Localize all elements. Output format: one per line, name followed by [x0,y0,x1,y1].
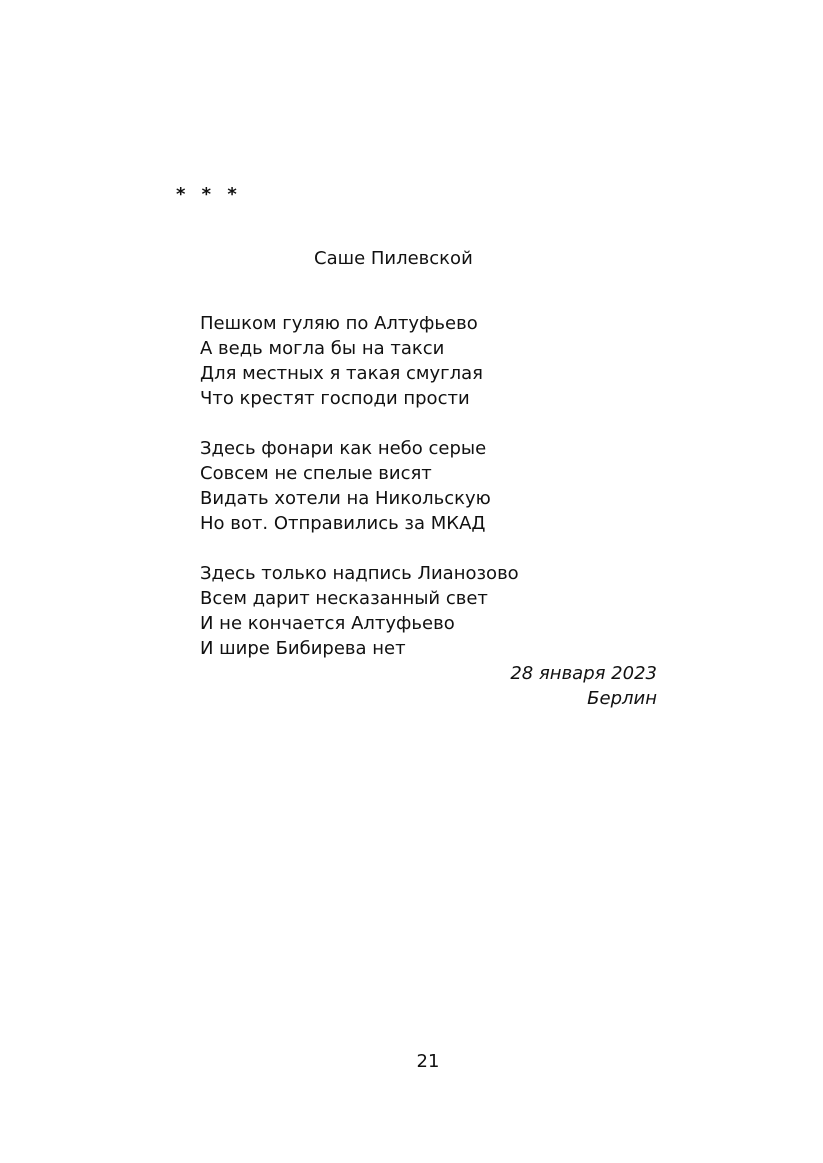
section-ornament: * * * [176,184,242,205]
poem-line: Здесь фонари как небо серые [200,438,487,459]
poem-line: А ведь могла бы на такси [200,338,445,359]
poem-line: Пешком гуляю по Алтуфьево [200,313,478,334]
stanza-1 [200,311,519,411]
stanza-2 [200,436,519,536]
poem-line: И не кончается Алтуфьево [200,613,455,634]
dedication: Саше Пилевской [314,248,473,269]
poem-line: Здесь только надпись Лианозово [200,563,519,584]
signature-date: 28 января 2023 [510,663,657,684]
poem-line: Совсем не спелые висят [200,463,432,484]
poem-line: Для местных я такая смуглая [200,363,483,384]
page-number: 21 [416,1051,440,1072]
poem-line: Но вот. Отправились за МКАД [200,513,486,534]
poem-line: Видать хотели на Никольскую [200,488,491,509]
poem-line: Всем дарит несказанный свет [200,588,488,609]
stanza-3 [200,561,519,661]
signature-place: Берлин [587,688,657,709]
poem-line: И шире Бибирева нет [200,638,406,659]
poem-line: Что крестят господи прости [200,388,470,409]
signature [510,661,657,711]
poem-body [200,311,519,661]
